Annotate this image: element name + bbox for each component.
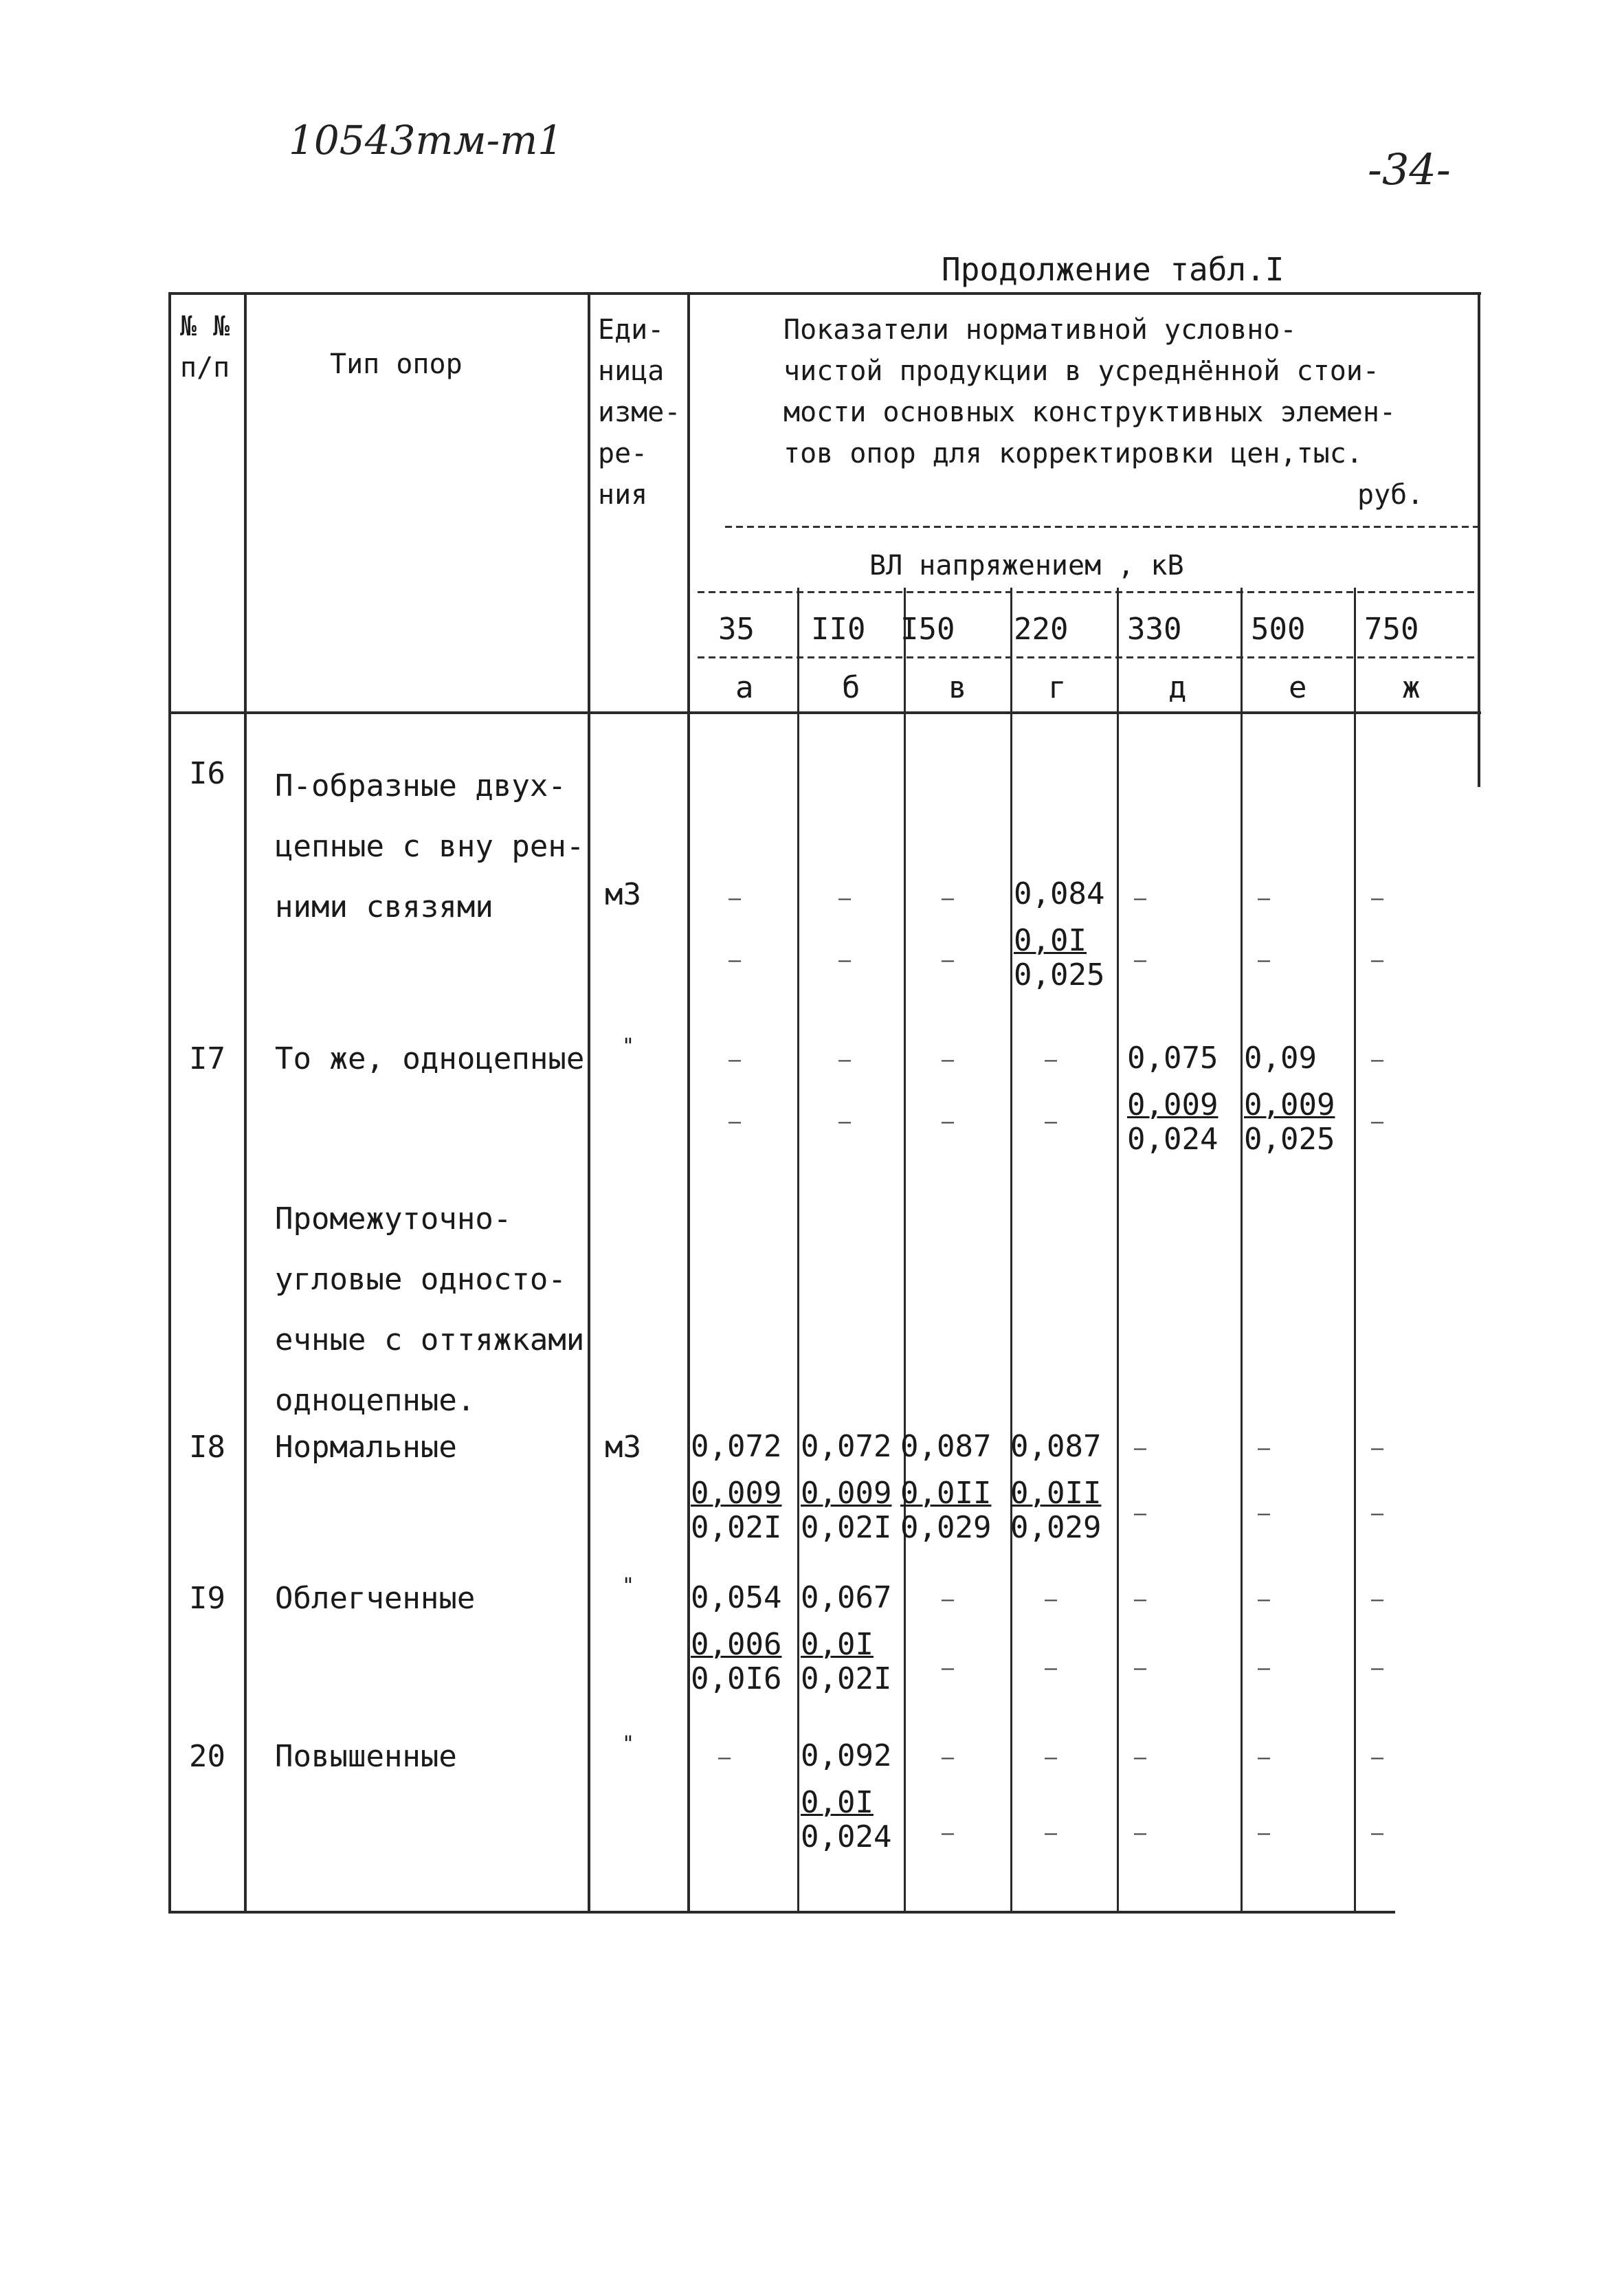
row-number: I6 bbox=[189, 756, 225, 791]
row-values-g bbox=[1010, 1430, 1101, 1545]
value-top: 0,067 bbox=[801, 1580, 892, 1615]
col-divider-a bbox=[797, 588, 799, 1911]
empty-cell-dash: – bbox=[1134, 887, 1147, 911]
value-numerator: 0,009 bbox=[1127, 1087, 1219, 1122]
indicators-header-line4: тов опор для корректировки цен,тыс. bbox=[783, 438, 1363, 469]
row-number: I8 bbox=[189, 1430, 225, 1465]
empty-cell-dash: – bbox=[1045, 1048, 1058, 1072]
value-denominator: 0,0I6 bbox=[691, 1661, 782, 1696]
row-type: То же, одноцепные bbox=[275, 1041, 585, 1076]
value-denominator: 0,025 bbox=[1244, 1122, 1335, 1157]
row-type-line1: П-образные двух- bbox=[275, 768, 566, 803]
col-divider-v bbox=[1010, 588, 1012, 1911]
value-numerator: 0,0II bbox=[1010, 1476, 1102, 1511]
empty-cell-dash: – bbox=[728, 887, 742, 911]
empty-cell-dash: – bbox=[1371, 1821, 1384, 1845]
empty-cell-dash: – bbox=[1045, 1110, 1058, 1134]
table-continuation-label: Продолжение табл.I bbox=[942, 251, 1284, 288]
value-numerator: 0,009 bbox=[691, 1476, 782, 1511]
row-values-a bbox=[691, 1430, 781, 1545]
empty-cell-dash: – bbox=[728, 1048, 742, 1072]
value-numerator: 0,0I bbox=[801, 1785, 874, 1820]
empty-cell-dash: – bbox=[1134, 1746, 1147, 1770]
voltages-row-divider bbox=[698, 656, 1478, 658]
value-denominator: 0,024 bbox=[801, 1819, 892, 1854]
empty-cell-dash: – bbox=[1371, 1437, 1384, 1461]
value-denominator: 0,024 bbox=[1127, 1122, 1219, 1157]
empty-cell-dash: – bbox=[1045, 1656, 1058, 1681]
group-type-line1: Промежуточно- bbox=[275, 1201, 512, 1237]
empty-cell-dash: – bbox=[1371, 949, 1384, 973]
empty-cell-dash: – bbox=[1134, 1821, 1147, 1845]
value-numerator: 0,0I bbox=[1014, 923, 1087, 958]
col-letter-e: е bbox=[1289, 670, 1307, 705]
value-top: 0,09 bbox=[1244, 1041, 1317, 1076]
empty-cell-dash: – bbox=[1134, 1502, 1147, 1526]
row-values-a bbox=[691, 1581, 781, 1696]
voltage-header-divider bbox=[698, 591, 1478, 593]
empty-cell-dash: – bbox=[1258, 887, 1271, 911]
col-number-header-line2: п/п bbox=[180, 352, 230, 384]
unit-header-line5: ния bbox=[598, 479, 648, 511]
col-divider-e bbox=[1354, 588, 1356, 1911]
row-type-line3: ними связями bbox=[275, 889, 493, 924]
row-unit: " bbox=[622, 1574, 635, 1598]
unit-header-line1: Еди- bbox=[598, 314, 665, 346]
col-type-header: Тип опор bbox=[330, 348, 463, 380]
value-denominator: 0,025 bbox=[1014, 957, 1105, 993]
value-top: 0,075 bbox=[1127, 1041, 1219, 1076]
row-values-d bbox=[1127, 1041, 1218, 1157]
row-unit: " bbox=[622, 1034, 635, 1058]
empty-cell-dash: – bbox=[728, 949, 742, 973]
indicators-header bbox=[783, 309, 1423, 515]
unit-header-line4: ре- bbox=[598, 438, 648, 469]
empty-cell-dash: – bbox=[1371, 1110, 1384, 1134]
col-divider-d bbox=[1241, 588, 1243, 1911]
empty-cell-dash: – bbox=[1258, 1746, 1271, 1770]
value-top: 0,092 bbox=[801, 1738, 892, 1773]
value-denominator: 0,029 bbox=[900, 1510, 992, 1545]
empty-cell-dash: – bbox=[1371, 1746, 1384, 1770]
row-type bbox=[275, 756, 584, 938]
row-type: Нормальные bbox=[275, 1430, 457, 1465]
row-values-v bbox=[900, 1430, 991, 1545]
value-numerator: 0,006 bbox=[691, 1627, 782, 1662]
col-divider-b bbox=[904, 588, 906, 1911]
col-unit-header bbox=[598, 309, 680, 515]
empty-cell-dash: – bbox=[838, 949, 852, 973]
value-top: 0,087 bbox=[900, 1429, 992, 1464]
row-type: Облегченные bbox=[275, 1581, 476, 1616]
empty-cell-dash: – bbox=[942, 1588, 955, 1612]
empty-cell-dash: – bbox=[942, 1821, 955, 1845]
row-values-b bbox=[801, 1430, 891, 1545]
col-letter-b: б bbox=[842, 670, 860, 705]
value-top: 0,084 bbox=[1014, 876, 1105, 911]
empty-cell-dash: – bbox=[1371, 887, 1384, 911]
value-denominator: 0,02I bbox=[801, 1510, 892, 1545]
voltage-330: 330 bbox=[1127, 612, 1182, 647]
col-number-header bbox=[180, 306, 230, 388]
empty-cell-dash: – bbox=[942, 1656, 955, 1681]
row-number: I7 bbox=[189, 1041, 225, 1076]
row-values bbox=[1014, 877, 1104, 993]
voltage-220: 220 bbox=[1014, 612, 1069, 647]
empty-cell-dash: – bbox=[838, 1110, 852, 1134]
empty-cell-dash: – bbox=[728, 1110, 742, 1134]
voltage-110: II0 bbox=[811, 612, 866, 647]
indicators-header-line1: Показатели нормативной условно- bbox=[783, 314, 1297, 346]
empty-cell-dash: – bbox=[838, 887, 852, 911]
voltage-35: 35 bbox=[718, 612, 755, 647]
group-type-line3: ечные с оттяжками bbox=[275, 1322, 585, 1357]
empty-cell-dash: – bbox=[1045, 1746, 1058, 1770]
col-divider-unit bbox=[687, 292, 690, 1911]
empty-cell-dash: – bbox=[942, 1110, 955, 1134]
empty-cell-dash: – bbox=[1371, 1588, 1384, 1612]
voltage-500: 500 bbox=[1251, 612, 1306, 647]
value-numerator: 0,0I bbox=[801, 1627, 874, 1662]
empty-cell-dash: – bbox=[1134, 949, 1147, 973]
indicators-header-divider bbox=[725, 526, 1478, 528]
empty-cell-dash: – bbox=[1134, 1656, 1147, 1681]
row-number: I9 bbox=[189, 1581, 225, 1616]
group-type-line4: одноцепные. bbox=[275, 1383, 476, 1418]
voltage-150: I50 bbox=[900, 612, 955, 647]
value-numerator: 0,0II bbox=[900, 1476, 992, 1511]
value-denominator: 0,029 bbox=[1010, 1510, 1102, 1545]
table-top-border bbox=[168, 292, 1481, 295]
empty-cell-dash: – bbox=[942, 1746, 955, 1770]
table-bottom-border bbox=[168, 1911, 1395, 1914]
page-number: -34- bbox=[1368, 144, 1451, 195]
row-values-e bbox=[1244, 1041, 1335, 1157]
col-letter-v: в bbox=[948, 670, 967, 705]
value-top: 0,054 bbox=[691, 1580, 782, 1615]
value-denominator: 0,02I bbox=[801, 1661, 892, 1696]
empty-cell-dash: – bbox=[942, 887, 955, 911]
voltage-750: 750 bbox=[1364, 612, 1419, 647]
row-values-b bbox=[801, 1581, 891, 1696]
empty-cell-dash: – bbox=[1371, 1656, 1384, 1681]
col-letter-d: д bbox=[1168, 670, 1187, 705]
row-unit: " bbox=[622, 1732, 635, 1756]
col-divider-type bbox=[588, 292, 590, 1911]
unit-header-line3: изме- bbox=[598, 397, 681, 428]
value-top: 0,087 bbox=[1010, 1429, 1102, 1464]
empty-cell-dash: – bbox=[1258, 1437, 1271, 1461]
empty-cell-dash: – bbox=[942, 1048, 955, 1072]
value-denominator: 0,02I bbox=[691, 1510, 782, 1545]
row-values-b bbox=[801, 1739, 891, 1854]
row-type-line2: цепные с вну рен- bbox=[275, 829, 585, 864]
col-number-header-line1: № № bbox=[180, 311, 230, 342]
value-numerator: 0,009 bbox=[801, 1476, 892, 1511]
col-divider-g bbox=[1117, 588, 1119, 1911]
empty-cell-dash: – bbox=[1045, 1821, 1058, 1845]
col-divider-num bbox=[244, 292, 247, 1911]
row-unit: м3 bbox=[605, 1430, 641, 1465]
empty-cell-dash: – bbox=[1258, 1656, 1271, 1681]
empty-cell-dash: – bbox=[1258, 949, 1271, 973]
unit-header-line2: ница bbox=[598, 355, 665, 387]
col-letter-a: а bbox=[735, 670, 754, 705]
empty-cell-dash: – bbox=[1045, 1588, 1058, 1612]
empty-cell-dash: – bbox=[1258, 1588, 1271, 1612]
empty-cell-dash: – bbox=[1258, 1821, 1271, 1845]
empty-cell-dash: – bbox=[838, 1048, 852, 1072]
empty-cell-dash: – bbox=[1371, 1048, 1384, 1072]
empty-cell-dash: – bbox=[1134, 1588, 1147, 1612]
value-numerator: 0,009 bbox=[1244, 1087, 1335, 1122]
value-top: 0,072 bbox=[801, 1429, 892, 1464]
row-type: Повышенные bbox=[275, 1739, 457, 1774]
empty-cell-dash: – bbox=[718, 1746, 731, 1770]
empty-cell-dash: – bbox=[942, 949, 955, 973]
document-code: 10543тм-т1 bbox=[289, 117, 564, 164]
indicators-header-line2: чистой продукции в усреднённой стои- bbox=[783, 355, 1379, 387]
table-header-bottom-border bbox=[168, 711, 1481, 714]
indicators-header-line5: руб. bbox=[1357, 479, 1424, 511]
col-letter-zh: ж bbox=[1402, 670, 1421, 705]
group-type-line2: угловые односто- bbox=[275, 1262, 566, 1297]
empty-cell-dash: – bbox=[1258, 1502, 1271, 1526]
voltage-header: ВЛ напряжением , кВ bbox=[869, 550, 1184, 581]
row-unit: м3 bbox=[605, 877, 641, 912]
indicators-header-line3: мости основных конструктивных элемен- bbox=[783, 397, 1397, 428]
table-left-border bbox=[168, 292, 171, 1911]
group-type bbox=[275, 1189, 584, 1431]
empty-cell-dash: – bbox=[1371, 1502, 1384, 1526]
value-top: 0,072 bbox=[691, 1429, 782, 1464]
col-letter-g: г bbox=[1048, 670, 1067, 705]
table-right-border bbox=[1478, 292, 1480, 787]
row-number: 20 bbox=[189, 1739, 225, 1774]
empty-cell-dash: – bbox=[1134, 1437, 1147, 1461]
